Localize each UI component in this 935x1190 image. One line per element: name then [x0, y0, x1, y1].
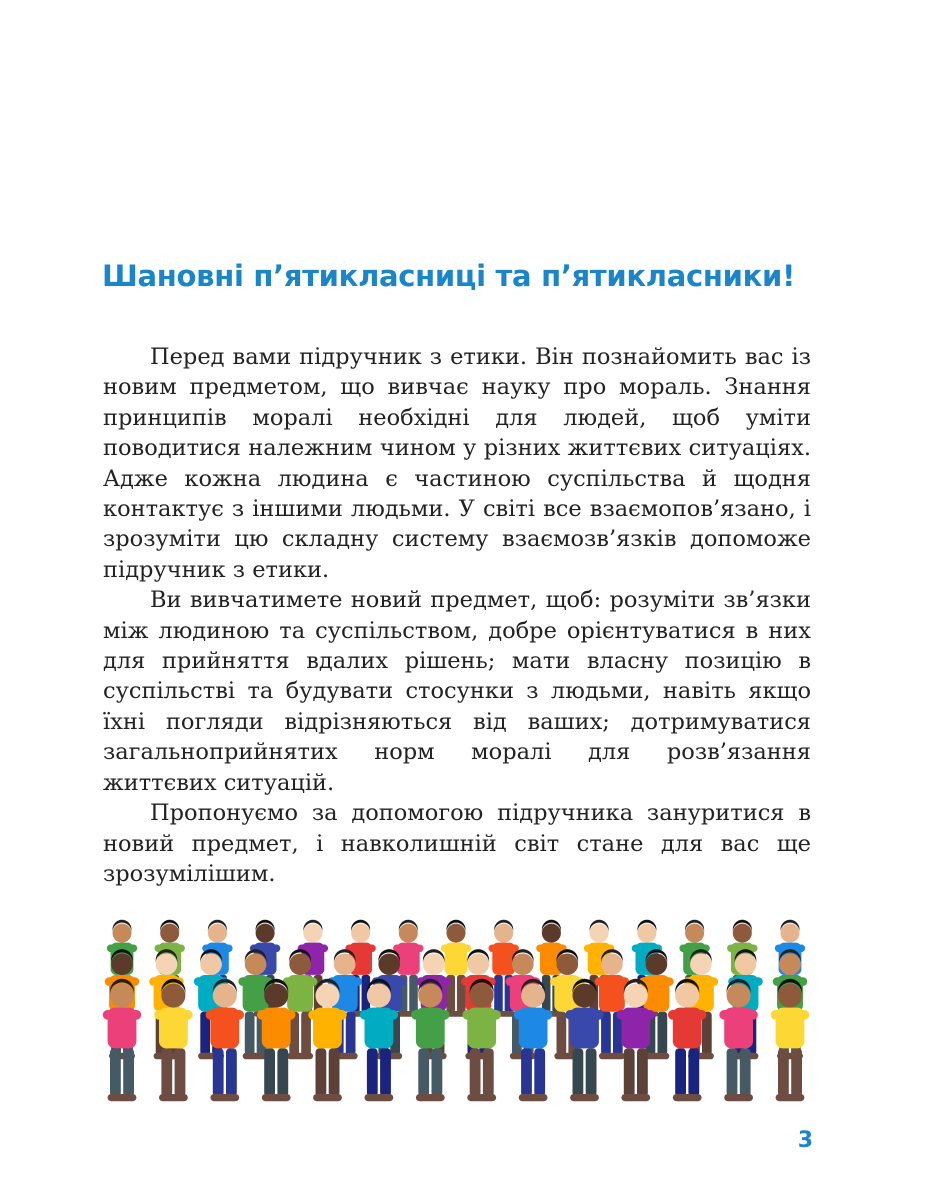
paragraph: Пропонуємо за допомогою підручника зануритися в новий предмет, і навколишній світ стане для вас ще зрозумілішим. — [103, 800, 811, 887]
page-number: 3 — [797, 1128, 813, 1153]
paragraph: Ви вивчатимете новий предмет, щоб: розуміти зв’язки між людиною та суспільством, добре орієнтуватися в них для прийняття вдалих рішень; мати власну позицію в суспільстві та будувати стосунки з людьми, навіть якщо їхні погляди відрізняються від ваших; дотримуватися загальноприйнятих норм моралі для розв’язання життєвих ситуацій. — [103, 587, 811, 796]
intro-text — [103, 342, 811, 889]
page-heading: Шановні п’ятикласниці та п’ятикласники! — [102, 259, 795, 293]
child-figure — [771, 979, 809, 1101]
child-figure — [103, 979, 141, 1101]
paragraph: Перед вами підручник з етики. Він познайомить вас із новим предметом, що вивчає науку про мораль. Знання принципів моралі необхідні для людей, щоб уміти поводитися належним чином у різних життєвих ситуаціях. Адже кожна людина є частиною суспільства й щодня контактує з іншими людьми. У світі все взаємопов’язано, і зрозуміти цю складну систему взаємозв’язків допоможе підручник з етики. — [103, 344, 811, 583]
children-group-photo — [100, 902, 812, 1112]
